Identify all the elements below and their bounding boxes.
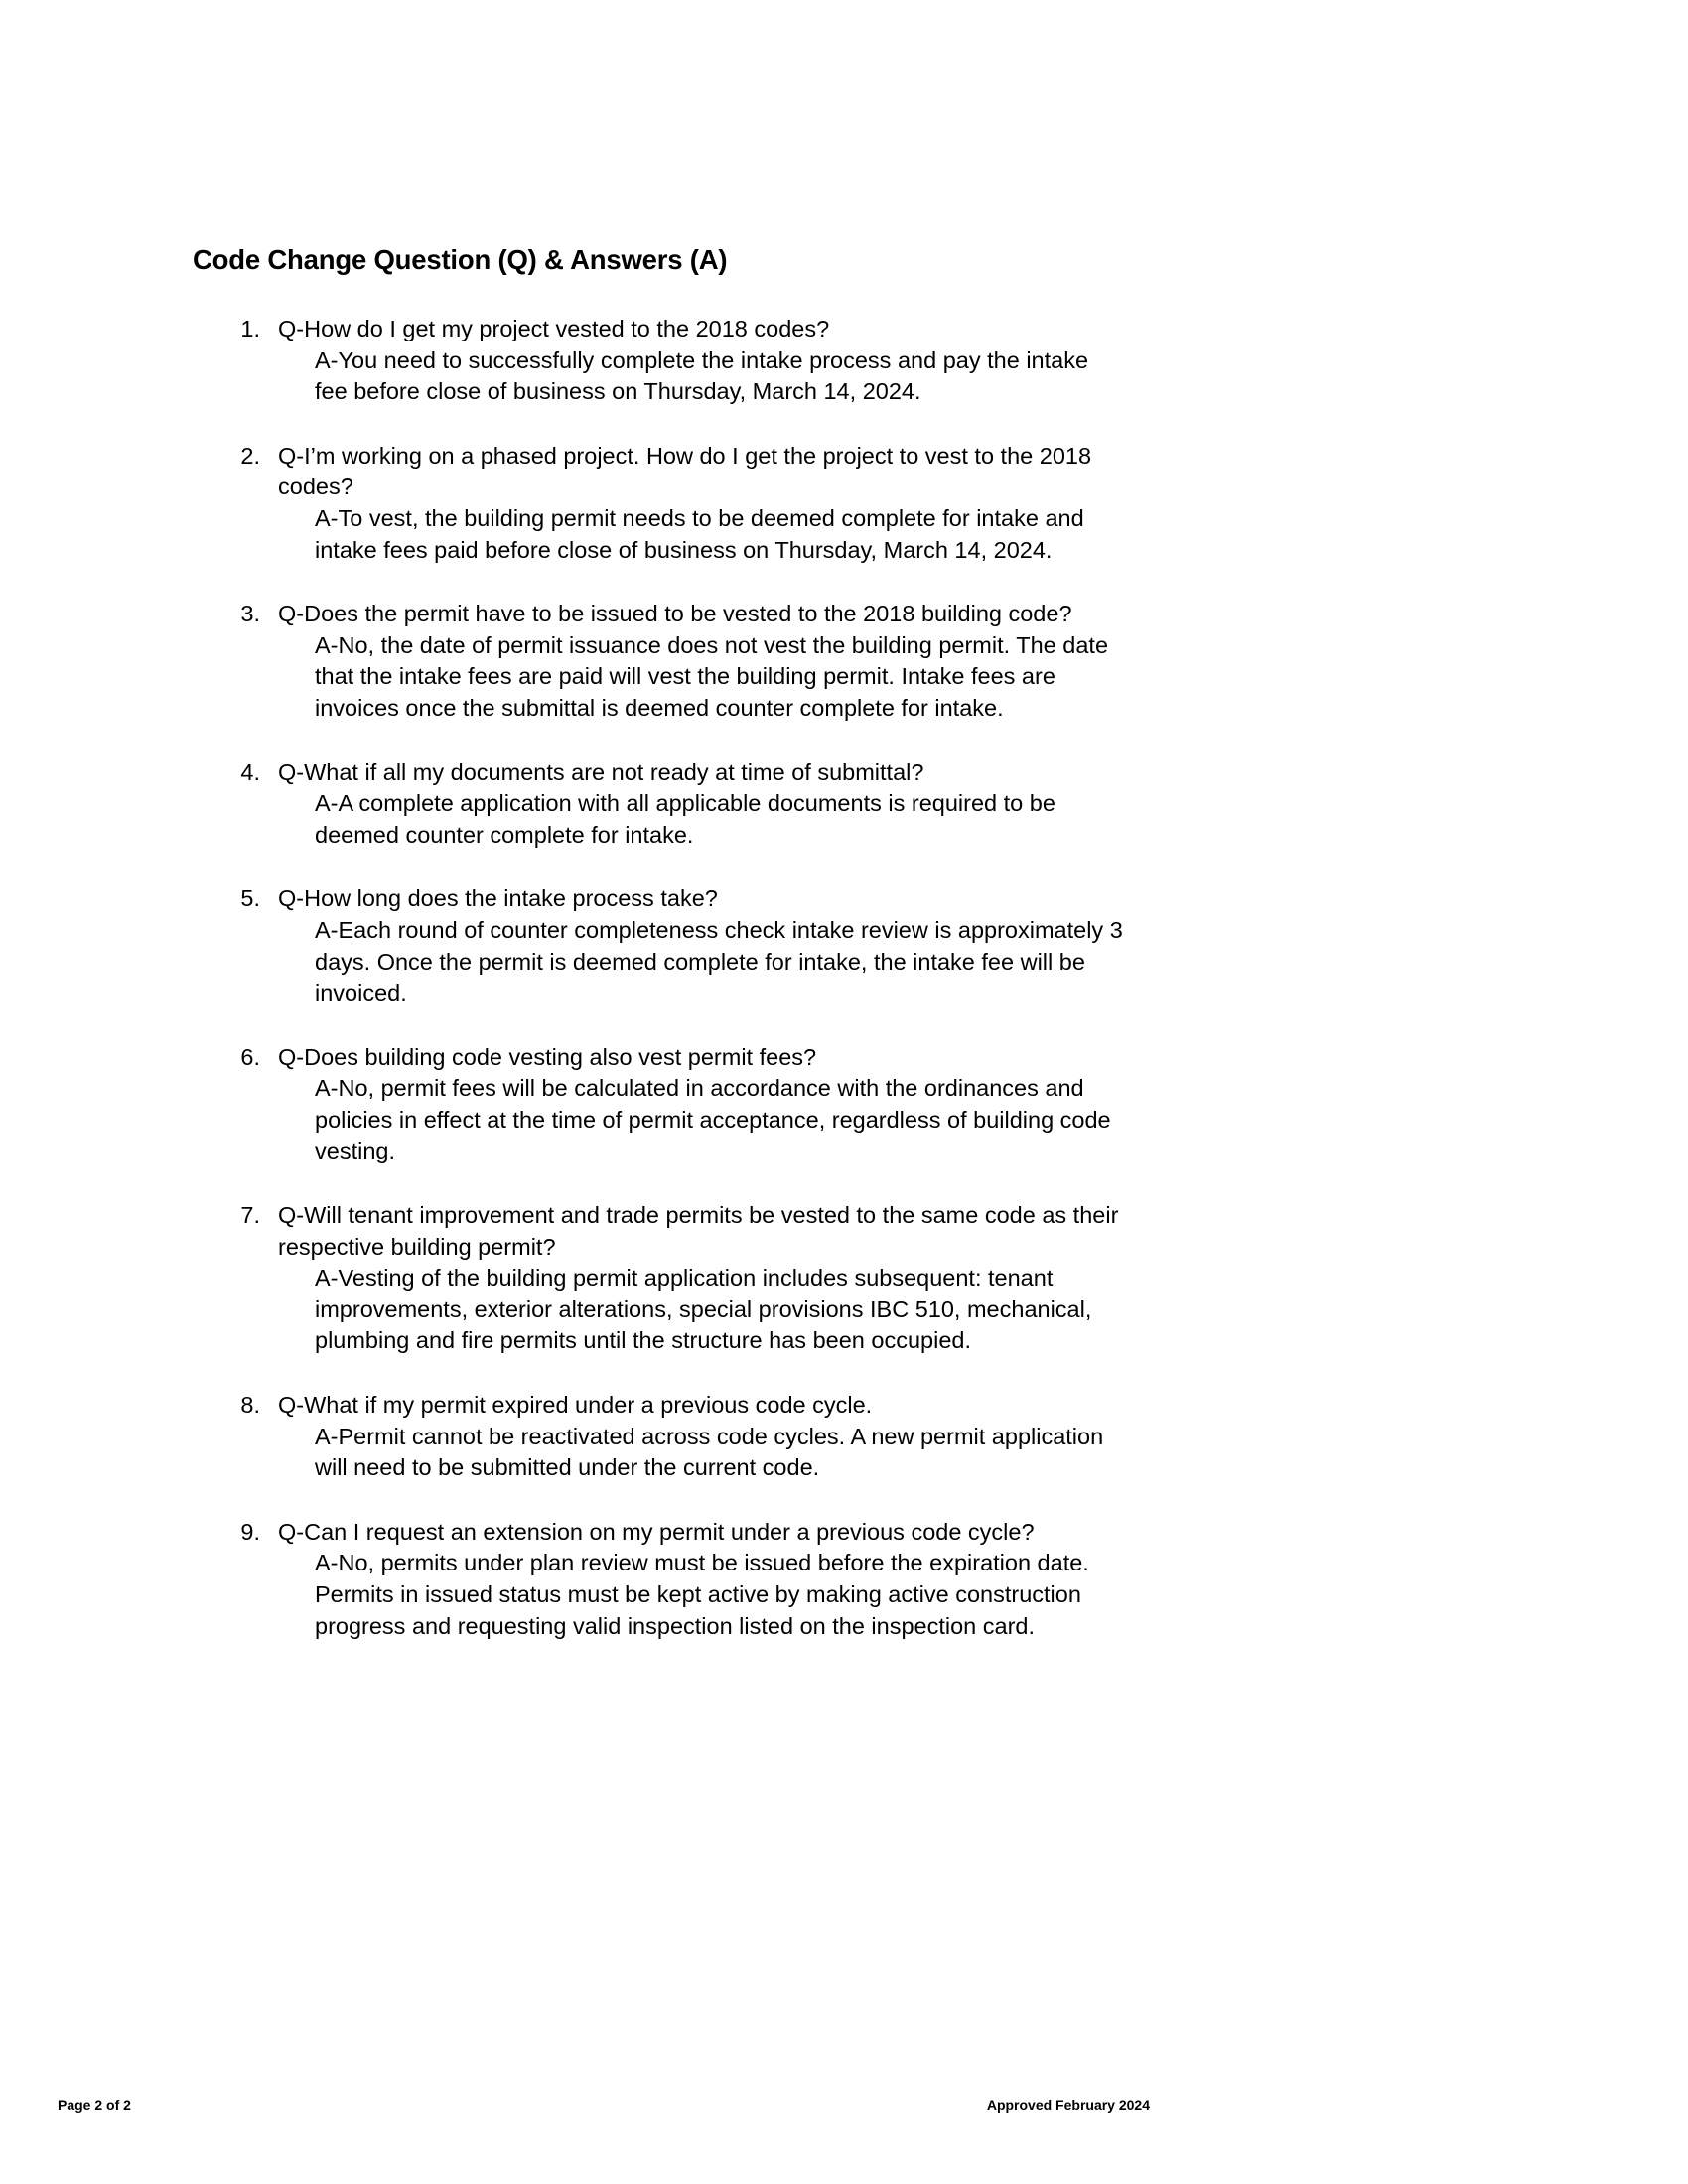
qa-question: Q-What if all my documents are not ready at time of submittal? (278, 758, 924, 785)
qa-question: Q-I’m working on a phased project. How do I get the project to vest to the 2018 codes? (278, 442, 1092, 500)
page-footer (58, 2097, 1150, 2120)
qa-answer: A-No, permit fees will be calculated in accordance with the ordinances and policies in effect at the time of permit acceptance, regardless of building code vesting. (315, 1075, 1111, 1164)
qa-answer: A-Permit cannot be reactivated across code cycles. A new permit application will need to be submitted under the current code. (315, 1423, 1104, 1481)
qa-item-number: 8. (240, 1392, 260, 1419)
qa-question: Q-Can I request an extension on my permit under a previous code cycle? (278, 1518, 1035, 1545)
qa-item-number: 5. (240, 886, 260, 912)
footer-approval-date: Approved February 2024 (986, 2097, 1150, 2113)
qa-question: Q-Does the permit have to be issued to be vested to the 2018 building code? (278, 601, 1072, 627)
qa-item (230, 757, 1124, 852)
qa-item (230, 1517, 1124, 1642)
qa-answer: A-To vest, the building permit needs to be deemed complete for intake and intake fees paid before close of business on Thursday, March 14, 2024. (315, 504, 1084, 563)
qa-answer: A-You need to successfully complete the intake process and pay the intake fee before close of business on Thursday, March 14, 2024. (315, 346, 1089, 405)
qa-answer: A-No, the date of permit issuance does not vest the building permit. The date that the intake fees are paid will vest the building permit. Intake fees are invoices once the submittal is deemed counter complete for intake. (315, 631, 1109, 721)
qa-question: Q-Does building code vesting also vest permit fees? (278, 1043, 817, 1070)
qa-item (230, 1200, 1124, 1357)
qa-list (230, 314, 1124, 1642)
qa-item-number: 6. (240, 1043, 260, 1070)
qa-item-number: 4. (240, 758, 260, 785)
qa-question: Q-How long does the intake process take? (278, 886, 718, 912)
qa-answer: A-A complete application with all applicable documents is required to be deemed counter complete for intake. (315, 790, 1055, 848)
qa-item (230, 1042, 1124, 1167)
qa-question: Q-Will tenant improvement and trade permits be vested to the same code as their respective building permit? (278, 1202, 1119, 1260)
qa-item-number: 1. (240, 316, 260, 341)
qa-item-number: 9. (240, 1518, 260, 1545)
footer-page-number: Page 2 of 2 (58, 2097, 131, 2113)
qa-item (230, 599, 1124, 724)
page-title: Code Change Question (Q) & Answers (A) (193, 244, 728, 276)
qa-item-number: 3. (240, 601, 260, 627)
qa-question: Q-How do I get my project vested to the 2018 codes? (278, 316, 830, 341)
qa-answer: A-Vesting of the building permit application includes subsequent: tenant improvements, exterior alterations, special provisions IBC 510, mechanical, plumbing and fire permits until the structure has been occupied. (315, 1265, 1092, 1354)
qa-item (230, 884, 1124, 1009)
qa-item-number: 2. (240, 442, 260, 469)
qa-answer: A-No, permits under plan review must be issued before the expiration date. Permits in issued status must be kept active by making active construction progress and requesting valid inspection listed on the inspection card. (315, 1550, 1089, 1639)
qa-item-number: 7. (240, 1202, 260, 1229)
qa-item (230, 314, 1124, 408)
qa-question: Q-What if my permit expired under a previous code cycle. (278, 1392, 873, 1419)
qa-answer: A-Each round of counter completeness check intake review is approximately 3 days. Once the permit is deemed complete for intake, the intake fee will be invoiced. (315, 916, 1123, 1007)
qa-item (230, 1390, 1124, 1484)
qa-item (230, 441, 1124, 566)
